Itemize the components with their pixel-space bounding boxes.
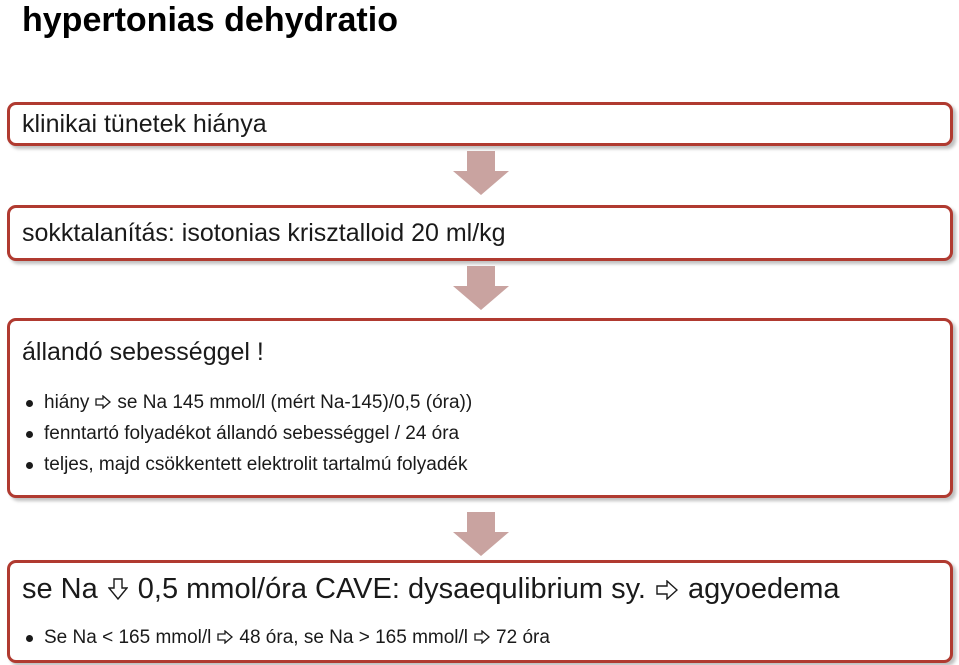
flow-arrow-2 xyxy=(451,264,511,312)
down-arrow-icon xyxy=(453,151,509,195)
step-box-2 xyxy=(7,205,953,261)
list-item xyxy=(24,387,472,418)
list-item xyxy=(24,449,472,480)
bullet-text: Se Na < 165 mmol/l xyxy=(44,627,212,648)
down-arrow-icon xyxy=(453,266,509,310)
bullet-text: 48 óra, se Na > 165 mmol/l xyxy=(239,627,469,648)
step-box-3 xyxy=(7,318,953,498)
heading-text: agyoedema xyxy=(688,573,840,605)
bullet-text: hiány xyxy=(44,392,90,413)
bullet-text: fenntartó folyadékot állandó sebességgel / 24 óra xyxy=(44,423,460,444)
bullet-text: 72 óra xyxy=(496,627,550,648)
bullet-text: teljes, majd csökkentett elektrolit tartalmú folyadék xyxy=(44,454,468,475)
page-title: hypertonias dehydratio xyxy=(22,1,398,39)
step-1-text: klinikai tünetek hiánya xyxy=(22,110,267,138)
step-4-heading xyxy=(22,573,840,606)
list-item xyxy=(24,418,472,449)
outline-right-arrow-icon xyxy=(656,580,678,600)
bullet-text: se Na 145 mmol/l (mért Na-145)/0,5 (óra)) xyxy=(117,392,473,413)
outline-right-arrow-icon xyxy=(474,630,490,644)
flow-arrow-1 xyxy=(451,149,511,197)
list-item xyxy=(24,622,550,653)
step-2-text: sokktalanítás: isotonias krisztalloid 20 ml/kg xyxy=(22,219,506,247)
outline-right-arrow-icon xyxy=(95,395,111,409)
outline-right-arrow-icon xyxy=(217,630,233,644)
step-3-heading: állandó sebességgel ! xyxy=(22,338,264,366)
flow-arrow-3 xyxy=(451,510,511,558)
step-4-bullets xyxy=(24,622,550,653)
down-arrow-icon xyxy=(453,512,509,556)
outline-down-arrow-icon xyxy=(108,578,128,600)
step-3-bullets xyxy=(24,387,472,480)
heading-text: se Na xyxy=(22,573,98,605)
step-box-1 xyxy=(7,102,953,146)
heading-text: 0,5 mmol/óra CAVE: dysaequlibrium sy. xyxy=(137,573,646,605)
step-box-4 xyxy=(7,560,953,663)
